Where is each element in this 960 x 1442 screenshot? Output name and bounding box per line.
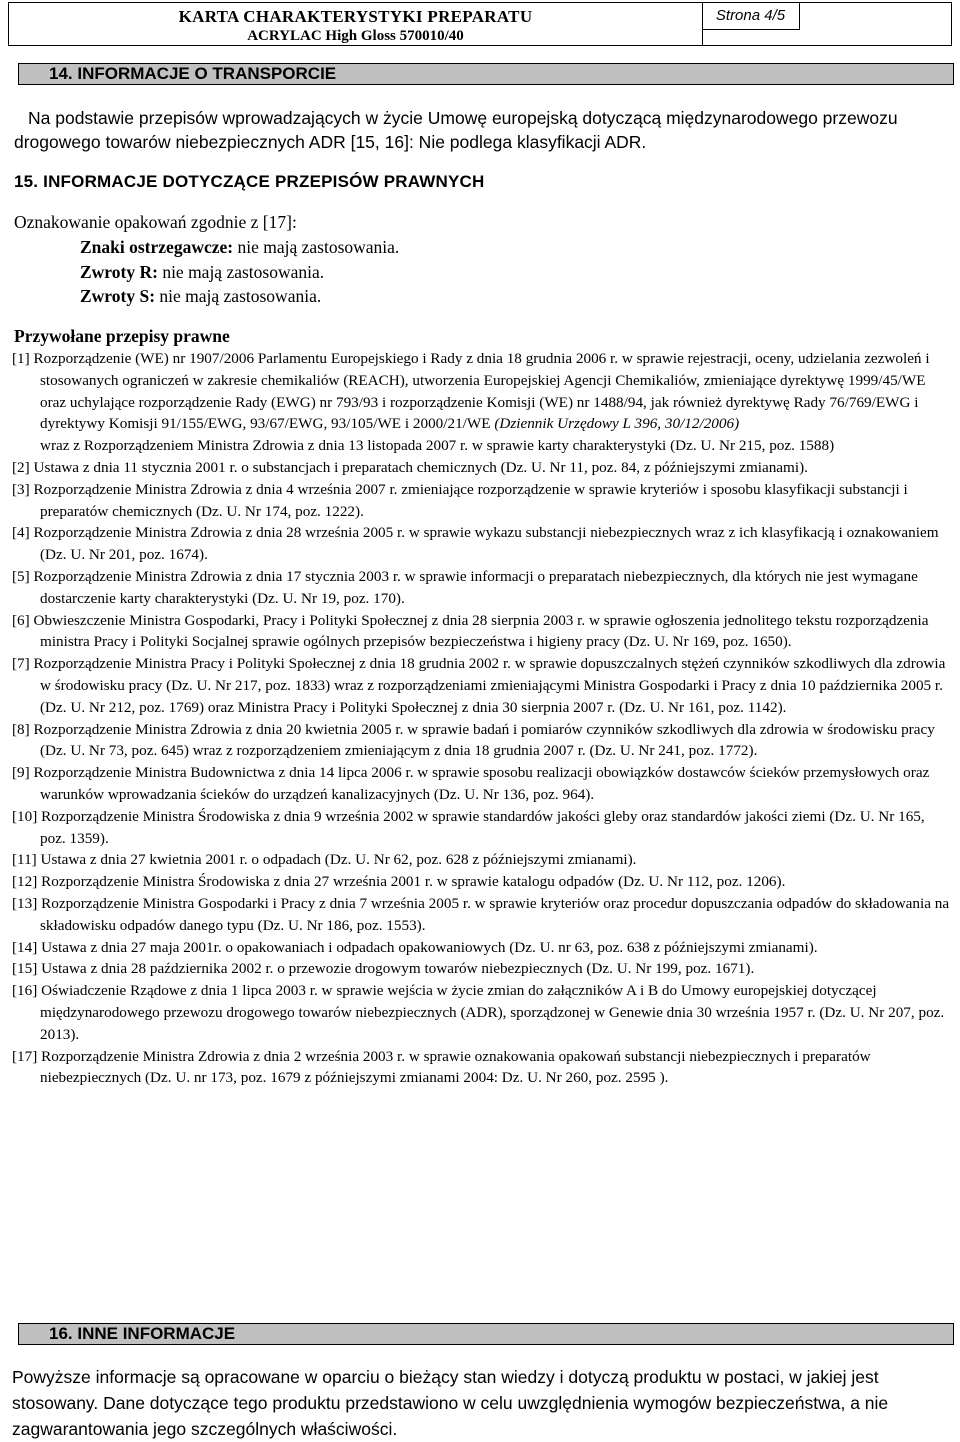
- reference-item: [11] Ustawa z dnia 27 kwietnia 2001 r. o odpadach (Dz. U. Nr 62, poz. 628 z późniejszymi zmianami).: [12, 851, 637, 869]
- reference-item: [9] Rozporządzenie Ministra Budownictwa z dnia 14 lipca 2006 r. w sprawie sposobu realizacji obowiązków dostawców ścieków przemysłowych oraz warunków wprowadzania ścieków do urządzeń kanalizacyjnych (Dz. U. Nr 136, poz. 964).: [12, 764, 930, 803]
- page-number: Strona 4/5: [702, 3, 800, 30]
- labeling-intro: Oznakowanie opakowań zgodnie z [17]:: [14, 212, 297, 232]
- reference-item: [16] Oświadczenie Rządowe z dnia 1 lipca 2003 r. w sprawie wejścia w życie zmian do załączników A i B do Umowy europejskiej dotyczącej międzynarodowego przewozu drogowego towarów niebezpiecznych (ADR), sporządzonej w Genewie dnia 30 września 1957 r. (Dz. U. Nr 207, poz. 2013).: [12, 982, 945, 1043]
- r-phrases-label: Zwroty R:: [80, 262, 158, 282]
- reference-item: [12] Rozporządzenie Ministra Środowiska z dnia 27 września 2001 r. w sprawie katalogu odpadów (Dz. U. Nr 112, poz. 1206).: [12, 873, 786, 891]
- reference-item: [5] Rozporządzenie Ministra Zdrowia z dnia 17 stycznia 2003 r. w sprawie informacji o preparatach niebezpiecznych, dla których nie jest wymagane dostarczenie karty charakterystyki (Dz. U. Nr 19, poz. 170).: [12, 567, 918, 607]
- section-16-text: Powyższe informacje są opracowane w oparciu o bieżący stan wiedzy i dotyczą produktu w postaci, w jakiej jest stosowany. Dane dotyczące tego produktu przedstawiono w celu uwzględnienia wymogów bezpieczeństwa, a nie zagwarantowania jego szczególnych właściwości.: [12, 1367, 889, 1439]
- product-name: ACRYLAC High Gloss 570010/40: [247, 28, 464, 44]
- section-14-heading: 14. INFORMACJE O TRANSPORCIE: [18, 63, 954, 85]
- reference-item: [13] Rozporządzenie Ministra Gospodarki i Pracy z dnia 7 września 2005 r. w sprawie kryteriów oraz procedur dopuszczania odpadów do składowania na składowisku odpadów danego typu (Dz. U. Nr 186, poz. 1553).: [12, 894, 950, 934]
- reference-item: [7] Rozporządzenie Ministra Pracy i Polityki Społecznej z dnia 18 grudnia 2002 r. w sprawie dopuszczalnych stężeń czynników szkodliwych dla zdrowia w środowisku pracy (Dz. U. Nr 217, poz. 1833) wraz z rozporządzeniami zmieniającymi Ministra Gospodarki i Pracy z dnia 10 października 2005 r. (Dz. U. Nr 212, poz. 1769) oraz Ministra Pracy i Polityki Społecznej z dnia 30 sierpnia 2007 r. (Dz. U. Nr 161, poz. 1142).: [12, 655, 946, 716]
- reference-1-journal: (Dziennik Urzędowy L 396, 30/12/2006): [494, 415, 740, 433]
- document-header: [8, 2, 952, 46]
- referenced-regulations-heading: Przywołane przepisy prawne: [14, 326, 230, 346]
- s-phrases-value: nie mają zastosowania.: [155, 286, 322, 306]
- reference-1-continuation: wraz z Rozporządzeniem Ministra Zdrowia z dnia 13 listopada 2007 r. w sprawie karty charakterystyki (Dz. U. Nr 215, poz. 1588): [40, 437, 835, 455]
- section-16-heading: 16. INNE INFORMACJE: [18, 1323, 954, 1345]
- r-phrases-line: [80, 262, 324, 283]
- section-14-text: Na podstawie przepisów wprowadzających w życie Umowę europejską dotyczącą międzynarodowego przewozu drogowego towarów niebezpiecznych ADR [15, 16]: Nie podlega klasyfikacji ADR.: [14, 108, 898, 152]
- reference-item: [6] Obwieszczenie Ministra Gospodarki, Pracy i Polityki Społecznej z dnia 28 sierpnia 2003 r. w sprawie ogłoszenia jednolitego tekstu rozporządzenia ministra Pracy i Polityki Socjalnej sprawie ogólnych przepisów bezpieczeństwa i higieny pracy (Dz. U. Nr 169, poz. 1650).: [12, 611, 929, 651]
- reference-item: [8] Rozporządzenie Ministra Zdrowia z dnia 20 kwietnia 2005 r. w sprawie badań i pomiarów czynników szkodliwych dla zdrowia w środowisku pracy (Dz. U. Nr 73, poz. 645) wraz z rozporządzeniem zmieniającym z dnia 18 grudnia 2007 r. (Dz. U. Nr 241, poz. 1772).: [12, 720, 935, 760]
- warning-signs-label: Znaki ostrzegawcze:: [80, 237, 234, 257]
- header-title-cell: [9, 3, 703, 45]
- s-phrases-line: [80, 286, 321, 307]
- reference-item: [14] Ustawa z dnia 27 maja 2001r. o opakowaniach i odpadach opakowaniowych (Dz. U. nr 63, poz. 638 z późniejszymi zmianami).: [12, 938, 818, 956]
- section-15-heading: 15. INFORMACJE DOTYCZĄCE PRZEPISÓW PRAWNYCH: [14, 172, 485, 191]
- warning-signs-line: [80, 237, 399, 258]
- reference-item: [4] Rozporządzenie Ministra Zdrowia z dnia 28 września 2005 r. w sprawie wykazu substancji niebezpiecznych wraz z ich klasyfikacją i oznakowaniem (Dz. U. Nr 201, poz. 1674).: [12, 524, 939, 564]
- references-list: [12, 348, 954, 1089]
- r-phrases-value: nie mają zastosowania.: [157, 262, 325, 282]
- reference-item: [15] Ustawa z dnia 28 października 2002 r. o przewozie drogowym towarów niebezpiecznych (Dz. U. Nr 199, poz. 1671).: [12, 960, 755, 978]
- reference-item: [17] Rozporządzenie Ministra Zdrowia z dnia 2 września 2003 r. w sprawie oznakowania opakowań substancji niebezpiecznych i preparatów niebezpiecznych (Dz. U. nr 173, poz. 1679 z późniejszymi zmianami 2004: Dz. U. Nr 260, poz. 2595 ).: [12, 1047, 871, 1087]
- reference-item: [3] Rozporządzenie Ministra Zdrowia z dnia 4 września 2007 r. zmieniające rozporządzenie w sprawie kryteriów i sposobu klasyfikacji substancji i preparatów chemicznych (Dz. U. Nr 174, poz. 1222).: [12, 480, 908, 520]
- reference-item: [10] Rozporządzenie Ministra Środowiska z dnia 9 września 2002 w sprawie standardów jakości gleby oraz standardów jakości ziemi (Dz. U. Nr 165, poz. 1359).: [12, 807, 925, 847]
- reference-item: [2] Ustawa z dnia 11 stycznia 2001 r. o substancjach i preparatach chemicznych (Dz. U. Nr 11, poz. 84, z późniejszymi zmianami).: [12, 458, 808, 476]
- reference-item: [12, 348, 954, 435]
- s-phrases-label: Zwroty S:: [80, 286, 156, 306]
- reference-1-text: [1] Rozporządzenie (WE) nr 1907/2006 Parlamentu Europejskiego i Rady z dnia 18 grudnia 2006 r. w sprawie rejestracji, oceny, udzielania zezwoleń i stosowanych ograniczeń w zakresie chemikaliów (REACH), utworzenia Europejskiej Agencji Chemikaliów, zmieniające dyrektywę 1999/45/WE oraz uchylające rozporządzenie Rady (EWG) nr 793/93 i rozporządzenie Komisji (WE) nr 1488/94, jak również dyrektywę Rady 76/769/EWG i dyrektywy Komisji 91/155/EWG, 93/67/EWG, 93/105/WE i 2000/21/WE: [12, 350, 930, 433]
- warning-signs-value: nie mają zastosowania.: [233, 237, 400, 257]
- document-title: KARTA CHARAKTERYSTYKI PREPARATU: [178, 7, 533, 26]
